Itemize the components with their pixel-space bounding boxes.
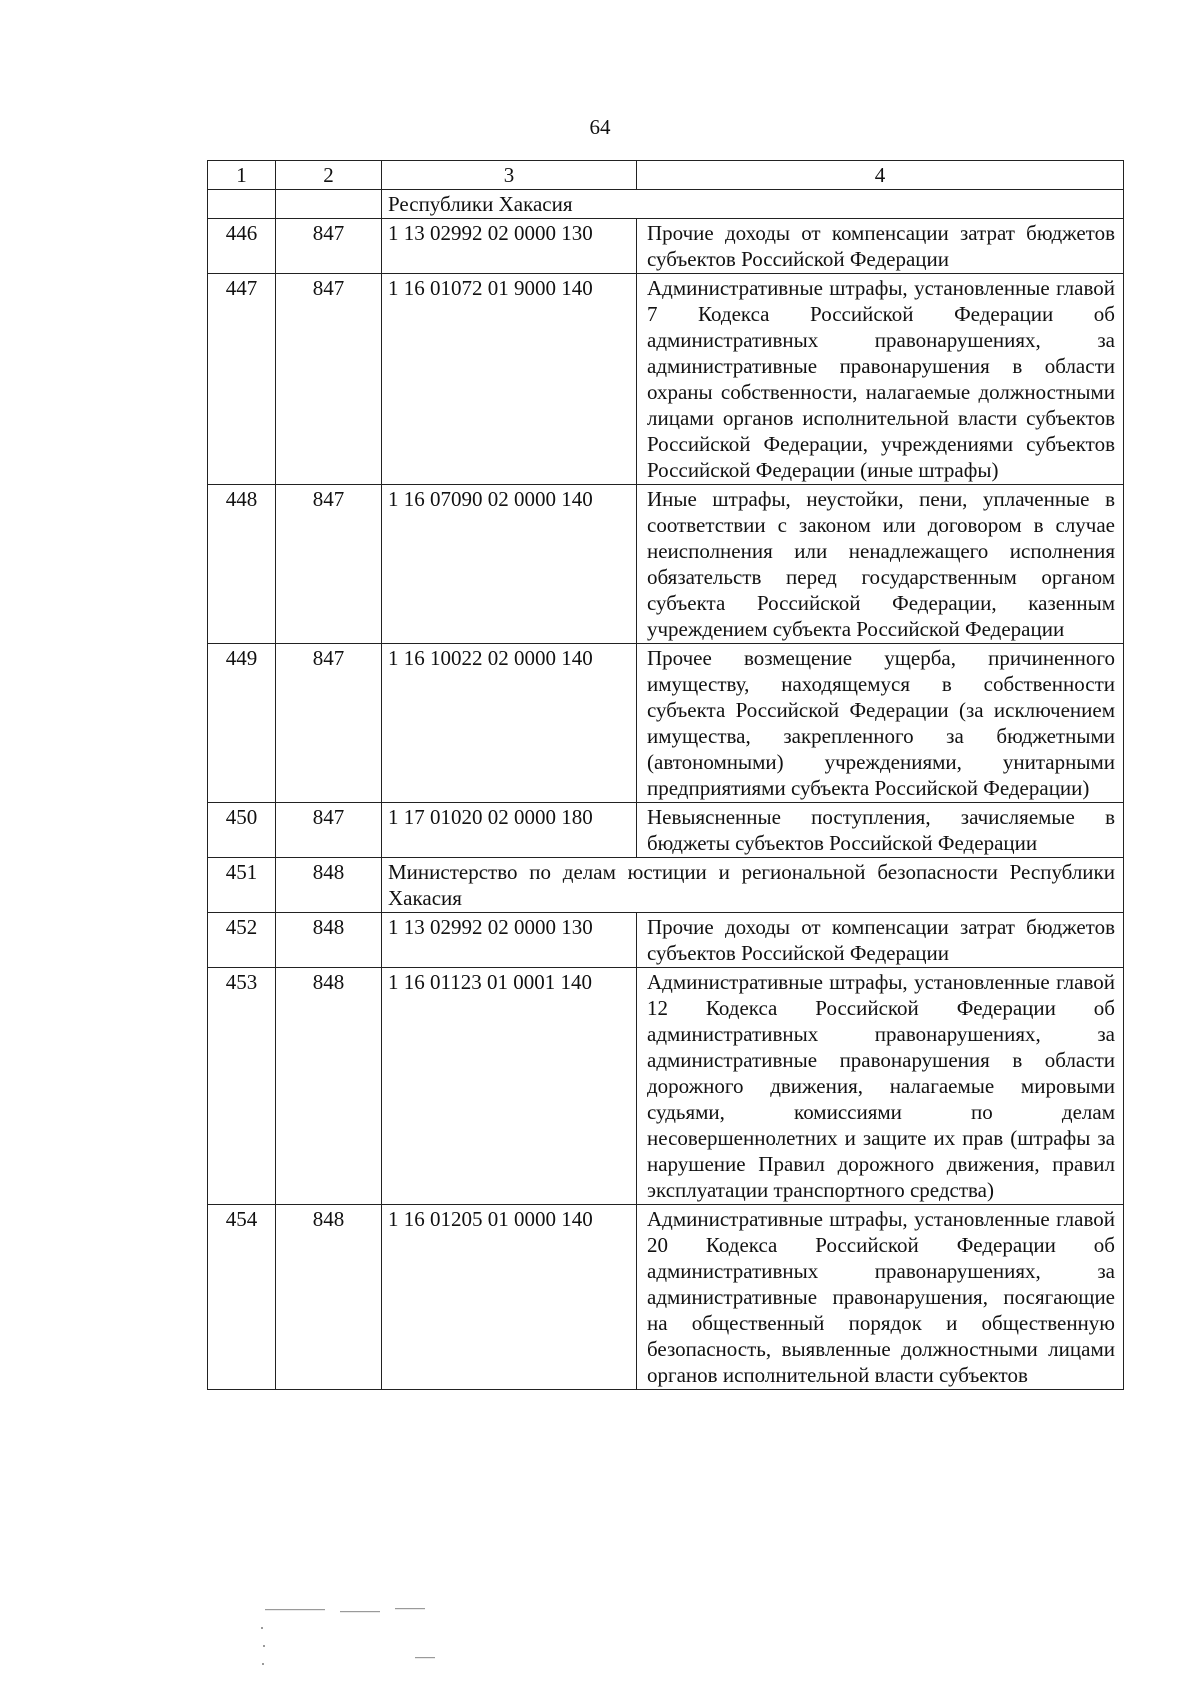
admin-code: 848 <box>276 913 382 968</box>
budget-classification-code: 1 16 01123 01 0001 140 <box>382 968 637 1205</box>
row-number: 447 <box>208 274 276 485</box>
admin-code: 848 <box>276 1205 382 1390</box>
page-number: 64 <box>589 115 611 139</box>
admin-code: 848 <box>276 968 382 1205</box>
table-row <box>208 485 1124 644</box>
table-row <box>208 644 1124 803</box>
revenue-description: Иные штрафы, неустойки, пени, уплаченные в соответствии с законом или договором в случае неисполнения или ненадлежащего исполнения обязательств перед государственным органом субъекта Российской Федерации, казенным учреждением субъекта Российской Федерации <box>637 485 1124 644</box>
continuation-row <box>208 190 1124 219</box>
header-cell: 2 <box>276 161 382 190</box>
row-number: 448 <box>208 485 276 644</box>
row-number: 452 <box>208 913 276 968</box>
revenue-codes-table <box>207 160 1124 1390</box>
header-cell: 3 <box>382 161 637 190</box>
table-row <box>208 968 1124 1205</box>
revenue-description: Прочие доходы от компенсации затрат бюджетов субъектов Российской Федерации <box>637 913 1124 968</box>
table-row <box>208 219 1124 274</box>
scan-noise-marks <box>255 1605 485 1675</box>
budget-classification-code: 1 13 02992 02 0000 130 <box>382 913 637 968</box>
admin-code: 847 <box>276 485 382 644</box>
budget-classification-code: 1 16 07090 02 0000 140 <box>382 485 637 644</box>
budget-classification-code: 1 16 01072 01 9000 140 <box>382 274 637 485</box>
table-header-row <box>208 161 1124 190</box>
organization-name-continued: Республики Хакасия <box>382 190 1124 219</box>
budget-classification-code: 1 17 01020 02 0000 180 <box>382 803 637 858</box>
revenue-description: Административные штрафы, установленные главой 7 Кодекса Российской Федерации об административных правонарушениях, за административные правонарушения в области охраны собственности, налагаемые должностными лицами органов исполнительной власти субъектов Российской Федерации, учреждениями субъектов Российской Федерации (иные штрафы) <box>637 274 1124 485</box>
budget-classification-code: 1 16 01205 01 0000 140 <box>382 1205 637 1390</box>
budget-classification-code: 1 13 02992 02 0000 130 <box>382 219 637 274</box>
budget-classification-code: 1 16 10022 02 0000 140 <box>382 644 637 803</box>
row-number: 446 <box>208 219 276 274</box>
revenue-description: Административные штрафы, установленные главой 12 Кодекса Российской Федерации об административных правонарушениях, за административные правонарушения в области дорожного движения, налагаемые мировыми судьями, комиссиями по делам несовершеннолетних и защите их прав (штрафы за нарушение Правил дорожного движения, правил эксплуатации транспортного средства) <box>637 968 1124 1205</box>
revenue-description: Прочее возмещение ущерба, причиненного имуществу, находящемуся в собственности субъекта Российской Федерации (за исключением имущества, закрепленного за бюджетными (автономными) учреждениями, унитарными предприятиями субъекта Российской Федерации) <box>637 644 1124 803</box>
row-number: 454 <box>208 1205 276 1390</box>
row-number: 449 <box>208 644 276 803</box>
table-row-organization <box>208 858 1124 913</box>
admin-code: 847 <box>276 644 382 803</box>
organization-name: Министерство по делам юстиции и региональной безопасности Республики Хакасия <box>382 858 1124 913</box>
admin-code: 847 <box>276 219 382 274</box>
header-cell: 4 <box>637 161 1124 190</box>
row-number: 453 <box>208 968 276 1205</box>
table-row <box>208 274 1124 485</box>
table-row <box>208 1205 1124 1390</box>
revenue-description: Административные штрафы, установленные главой 20 Кодекса Российской Федерации об административных правонарушениях, за административные правонарушения, посягающие на общественный порядок и общественную безопасность, выявленные должностными лицами органов исполнительной власти субъектов <box>637 1205 1124 1390</box>
admin-code: 847 <box>276 803 382 858</box>
empty-cell <box>208 190 276 219</box>
revenue-description: Прочие доходы от компенсации затрат бюджетов субъектов Российской Федерации <box>637 219 1124 274</box>
revenue-description: Невыясненные поступления, зачисляемые в бюджеты субъектов Российской Федерации <box>637 803 1124 858</box>
row-number: 451 <box>208 858 276 913</box>
empty-cell <box>276 190 382 219</box>
admin-code: 847 <box>276 274 382 485</box>
table-row <box>208 803 1124 858</box>
admin-code: 848 <box>276 858 382 913</box>
row-number: 450 <box>208 803 276 858</box>
table-row <box>208 913 1124 968</box>
header-cell: 1 <box>208 161 276 190</box>
